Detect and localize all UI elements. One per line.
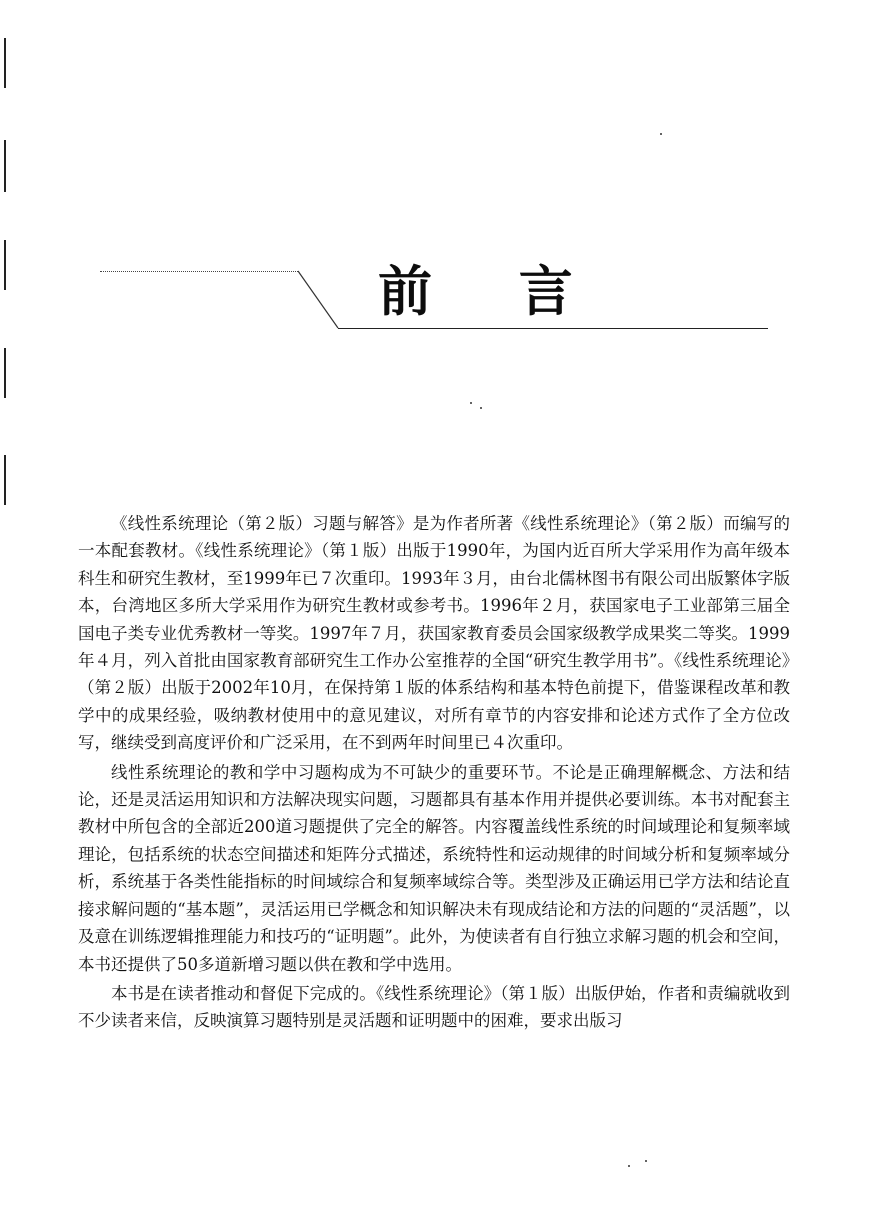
- paragraph: 《线性系统理论（第２版）习题与解答》是为作者所著《线性系统理论》（第２版）而编写的一本配套教材。《线性系统理论》（第１版）出版于1990年，为国内近百所大学采用作为高年级本科生和研究生教材，至1999年已７次重印。1993年３月，由台北儒林图书有限公司出版繁体字版本，台湾地区多所大学采用作为研究生教材或参考书。1996年２月，获国家电子工业部第三届全国电子类专业优秀教材一等奖。1997年７月，获国家教育委员会国家级教学成果奖二等奖。1999年４月，列入首批由国家教育部研究生工作办公室推荐的全国“研究生教学用书”。《线性系统理论》（第２版）出版于2002年10月，在保持第１版的体系结构和基本特色前提下，借鉴课程改革和教学中的成果经验，吸纳教材使用中的意见建议，对所有章节的内容安排和论述方式作了全方位改写，继续受到高度评价和广泛采用，在不到两年时间里已４次重印。: [78, 514, 790, 753]
- paragraph: 线性系统理论的教和学中习题构成为不可缺少的重要环节。不论是正确理解概念、方法和结论，还是灵活运用知识和方法解决现实问题，习题都具有基本作用并提供必要训练。本书对配套主教材中所包含的全部近200道习题提供了完全的解答。内容覆盖线性系统的时间域理论和复频率域理论，包括系统的状态空间描述和矩阵分式描述，系统特性和运动规律的时间域分析和复频率域分析，系统基于各类性能指标的时间域综合和复频率域综合等。类型涉及正确运用已学方法和结论直接求解问题的“基本题”，灵活运用已学概念和知识解决未有现成结论和方法的问题的“灵活题”，以及意在训练逻辑推理能力和技巧的“证明题”。此外，为使读者有自行独立求解习题的机会和空间，本书还提供了50多道新增习题以供在教和学中选用。: [78, 762, 790, 974]
- scan-speck: [628, 1165, 630, 1167]
- scan-speck: [480, 407, 482, 409]
- page-title: 前 言: [378, 260, 607, 323]
- scan-speck: [470, 402, 472, 404]
- scan-edge-mark: [4, 455, 6, 505]
- paragraph: 本书是在读者推动和督促下完成的。《线性系统理论》（第１版）出版伊始，作者和责编就收到不少读者来信，反映演算习题特别是灵活题和证明题中的困难，要求出版习: [78, 983, 790, 1031]
- heading-rule-diagonal: [0, 0, 869, 400]
- preface-body: [78, 510, 790, 1037]
- heading-rule-right: [338, 328, 768, 329]
- scan-speck: [645, 1160, 647, 1162]
